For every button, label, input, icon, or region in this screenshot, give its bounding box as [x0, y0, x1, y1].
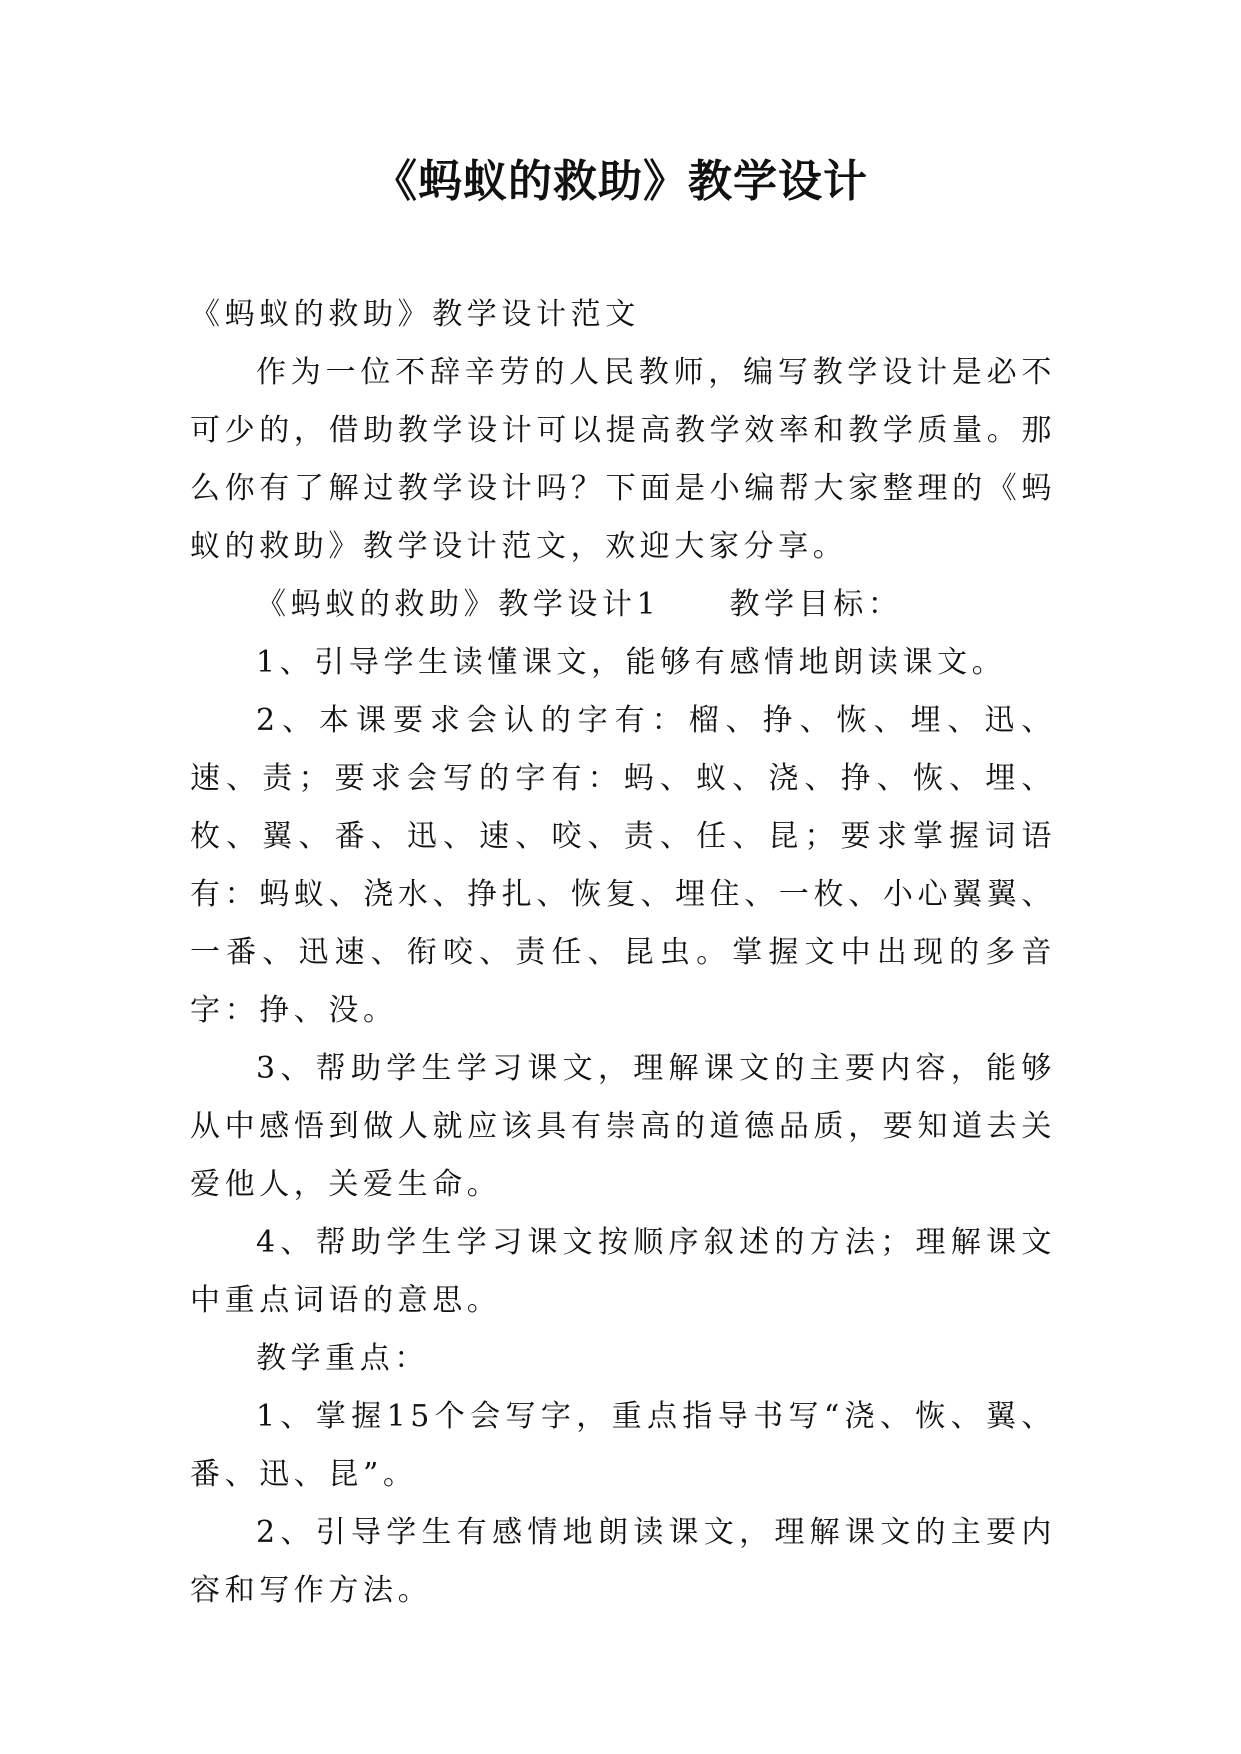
- objective-item-3: 3、帮助学生学习课文，理解课文的主要内容，能够从中感悟到做人就应该具有崇高的道德品质，要知道去关爱他人，关爱生命。: [190, 1051, 1056, 1202]
- objective-item-1: 1、引导学生读懂课文，能够有感情地朗读课文。: [256, 645, 1007, 680]
- key-point-item-2: 2、引导学生有感情地朗读课文，理解课文的主要内容和写作方法。: [190, 1515, 1056, 1608]
- objective-item-2: 2、本课要求会认的字有：榴、挣、恢、埋、迅、速、责；要求会写的字有：蚂、蚁、浇、挣、恢、埋、枚、翼、番、迅、速、咬、责、任、昆；要求掌握词语有：蚂蚁、浇水、挣扎、恢复、埋住、一枚、小心翼翼、一番、迅速、衔咬、责任、昆虫。掌握文中出现的多音字：挣、没。: [190, 703, 1056, 1028]
- objective-item-4: 4、帮助学生学习课文按顺序叙述的方法；理解课文中重点词语的意思。: [190, 1225, 1056, 1318]
- intro-paragraph: 作为一位不辞辛劳的人民教师，编写教学设计是必不可少的，借助教学设计可以提高教学效率和教学质量。那么你有了解过教学设计吗？下面是小编帮大家整理的《蚂蚁的救助》教学设计范文，欢迎大家分享。: [190, 355, 1056, 564]
- document-body: [190, 286, 1056, 1620]
- key-point-item-1: 1、掌握15个会写字，重点指导书写“浇、恢、翼、番、迅、昆”。: [190, 1399, 1056, 1492]
- key-points-heading: 教学重点：: [256, 1341, 429, 1376]
- document-subtitle-label: 《蚂蚁的救助》教学设计范文: [190, 297, 640, 332]
- document-title: 《蚂蚁的救助》教学设计: [373, 156, 868, 207]
- section-heading-design-1: 《蚂蚁的救助》教学设计1 教学目标：: [256, 587, 903, 622]
